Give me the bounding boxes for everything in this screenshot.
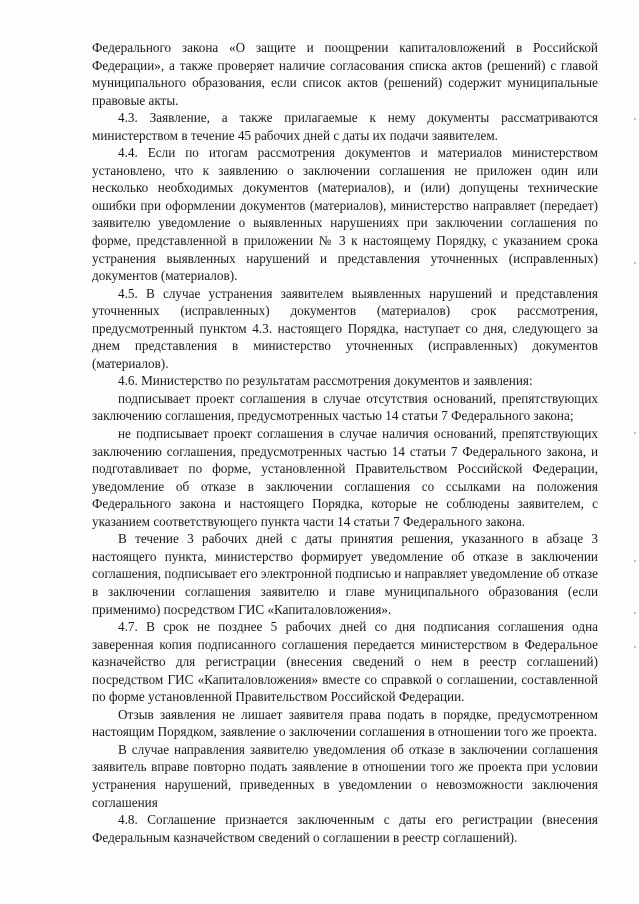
paragraph-4-6: 4.6. Министерство по результатам рассмотрения документов и заявления: xyxy=(118,373,533,389)
paragraph-4-6-sign: подписывает проект соглашения в случае отсутствия оснований, препятствующих заключению соглашения, предусмотренных частью 14 статьи 7 Федерального закона; xyxy=(92,390,598,424)
scan-edge-mark xyxy=(634,262,636,264)
scan-edge-mark xyxy=(634,118,636,120)
paragraph-4-6-not-sign: не подписывает проект соглашения в случае наличия оснований, препятствующих заключению соглашения, предусмотренных частью 14 статьи 7 Федерального закона, и подготавливает по форме, установленной Правительством Российской Федерации, уведомление об отказе в заключении соглашения со ссылками на положения Федерального закона и настоящего Порядка, которые не соблюдены заявителем, с указанием соответствующего пункта части 14 статьи 7 Федерального закона. xyxy=(92,426,598,529)
paragraph-4-8: 4.8. Соглашение признается заключенным с даты его регистрации (внесения Федеральным казначейством сведений о соглашении в реестр соглашений). xyxy=(92,812,598,845)
paragraph-resubmission: В случае направления заявителю уведомления об отказе в заключении соглашения заявитель вправе повторно подать заявление в отношении того же проекта при условии устранения нарушений, приведенных в уведомлении о невозможности заключения соглашения xyxy=(92,741,598,810)
scan-edge-mark xyxy=(634,646,636,648)
paragraph-4-3: 4.3. Заявление, а также прилагаемые к нему документы рассматриваются министерством в течение 45 рабочих дней с даты их подачи заявителем. xyxy=(92,110,598,143)
scan-edge-mark xyxy=(634,612,636,614)
paragraph-4-4: 4.4. Если по итогам рассмотрения документов и материалов министерством установлено, что к заявлению о заключении соглашения не приложен один или несколько необходимых документов (материалов), и (или) допущены технические ошибки при оформлении документов (материалов), министерство направляет (передает) заявителю уведомление о выявленных нарушениях при заключении соглашения по форме, представленной в приложении № 3 к настоящему Порядку, с указанием срока устранения выявленных нарушений и представления уточненных (исправленных) документов (материалов). xyxy=(92,145,598,284)
document-body xyxy=(92,39,598,846)
paragraph-4-7: 4.7. В срок не позднее 5 рабочих дней со дня подписания соглашения одна заверенная копия подписанного соглашения передается министерством в Федеральное казначейство для регистрации (внесения сведений о нем в реестр соглашений) посредством ГИС «Капиталовложения» вместе со справкой о соглашении, составленной по форме установленной Правительством Российской Федерации. xyxy=(92,619,598,705)
paragraph-withdrawal: Отзыв заявления не лишает заявителя права подать в порядке, предусмотренном настоящим Порядком, заявление о заключении соглашения в отношении того же проекта. xyxy=(92,706,598,740)
paragraph-continuation: Федерального закона «О защите и поощрении капиталовложений в Российской Федерации», а также проверяет наличие согласования списка актов (решений) с главой муниципального образования, если список актов (решений) содержит муниципальные правовые акты. xyxy=(92,40,598,108)
paragraph-4-5: 4.5. В случае устранения заявителем выявленных нарушений и представления уточненных (исправленных) документов (материалов) срок рассмотрения, предусмотренный пунктом 4.3. настоящего Порядка, наступает со дня, следующего за днем представления в министерство уточненных (исправленных) документов (материалов). xyxy=(92,285,598,371)
paragraph-refusal-notice: В течение 3 рабочих дней с даты принятия решения, указанного в абзаце 3 настоящего пункта, министерство формирует уведомление об отказе в заключении соглашения, подписывает его электронной подписью и направляет уведомление об отказе в заключении соглашения заявителю и главе муниципального образования (если применимо) посредством ГИС «Капиталовложения». xyxy=(92,531,598,617)
scan-edge-mark xyxy=(634,560,636,562)
scan-edge-mark xyxy=(634,432,636,434)
